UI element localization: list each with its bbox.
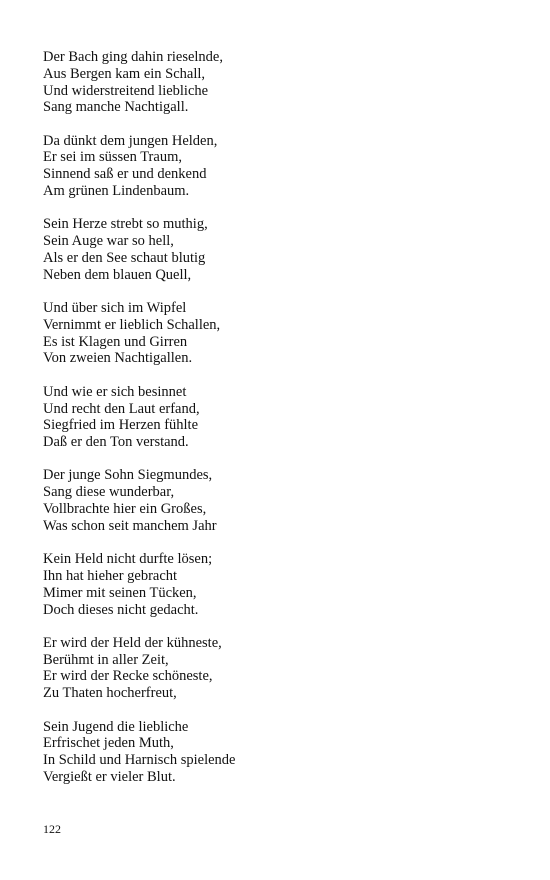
poem-line: Er wird der Held der kühneste, [43, 634, 222, 651]
poem-line: Kein Held nicht durfte lösen; [43, 551, 213, 568]
poem [43, 49, 513, 802]
poem-line: Neben dem blauen Quell, [43, 266, 192, 283]
poem-line: Sein Auge war so hell, [43, 233, 174, 250]
poem-line: Daß er den Ton verstand. [43, 434, 189, 451]
stanza-2 [43, 133, 513, 200]
poem-line: Vergießt er vieler Blut. [43, 768, 176, 785]
stanza-4 [43, 300, 513, 367]
poem-line: Sein Jugend die liebliche [43, 718, 189, 735]
poem-line: Sein Herze strebt so muthig, [43, 216, 208, 233]
poem-line: Und über sich im Wipfel [43, 300, 187, 317]
stanza-1 [43, 49, 513, 116]
poem-line: Es ist Klagen und Girren [43, 333, 188, 350]
poem-line: Als er den See schaut blutig [43, 249, 206, 266]
poem-line: Er sei im süssen Traum, [43, 149, 182, 166]
stanza-8 [43, 635, 513, 702]
stanza-7 [43, 551, 513, 618]
poem-line: Vollbrachte hier ein Großes, [43, 501, 207, 518]
poem-line: Doch dieses nicht gedacht. [43, 601, 199, 618]
poem-line: Und recht den Laut erfand, [43, 400, 200, 417]
poem-line: Der junge Sohn Siegmundes, [43, 467, 213, 484]
poem-line: Der Bach ging dahin rieselnde, [43, 49, 223, 65]
poem-line: Er wird der Recke schöneste, [43, 668, 213, 685]
poem-line: Was schon seit manchem Jahr [43, 517, 217, 534]
poem-line: Aus Bergen kam ein Schall, [43, 65, 206, 82]
poem-line: Vernimmt er lieblich Schallen, [43, 316, 221, 333]
poem-line: Erfrischet jeden Muth, [43, 735, 174, 752]
page-number: 122 [43, 822, 61, 836]
poem-line: Sang manche Nachtigall. [43, 99, 189, 116]
poem-line: Da dünkt dem jungen Helden, [43, 132, 218, 149]
poem-line: Am grünen Lindenbaum. [43, 183, 190, 200]
stanza-9 [43, 719, 513, 786]
poem-line: Zu Thaten hocherfreut, [43, 685, 177, 702]
poem-line: Von zweien Nachtigallen. [43, 350, 193, 367]
stanza-3 [43, 216, 513, 283]
poem-line: Sang diese wunderbar, [43, 484, 175, 501]
poem-line: Sinnend saß er und denkend [43, 166, 207, 183]
poem-line: Siegfried im Herzen fühlte [43, 417, 199, 434]
poem-line: Und wie er sich besinnet [43, 383, 187, 400]
poem-line: Ihn hat hieher gebracht [43, 567, 178, 584]
stanza-6 [43, 467, 513, 534]
poem-line: Und widerstreitend liebliche [43, 82, 209, 99]
poem-line: In Schild und Harnisch spielende [43, 752, 236, 769]
stanza-5 [43, 384, 513, 451]
poem-line: Mimer mit seinen Tücken, [43, 584, 197, 601]
poem-line: Berühmt in aller Zeit, [43, 651, 169, 668]
